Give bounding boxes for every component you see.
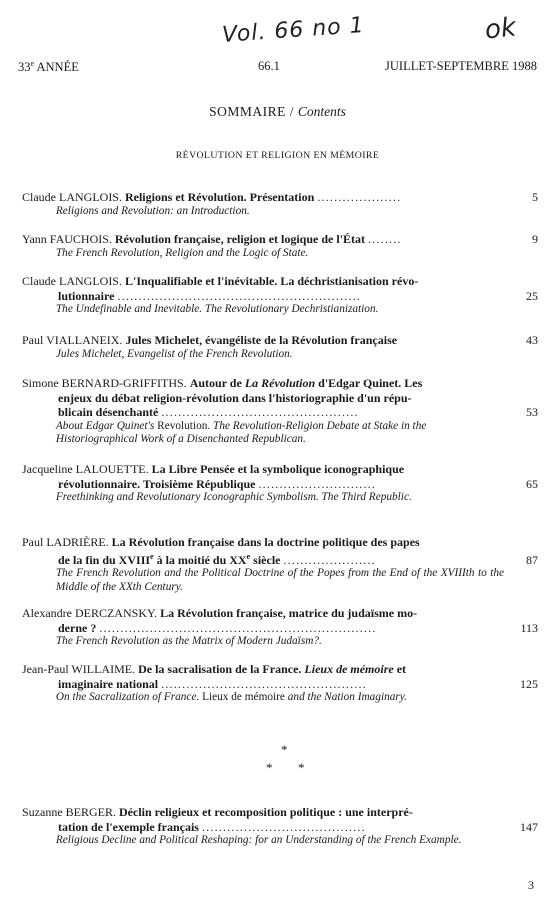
entry-page: 25 xyxy=(526,288,538,303)
entry-translation-upright: Lieux de mémoire xyxy=(202,691,285,704)
entry-translation: The Undefinable and Inevitable. The Revolutionary Dechristianization. xyxy=(55,303,379,316)
toc-entry xyxy=(22,662,538,705)
entry-author: Alexandre DERCZANSKY. xyxy=(22,606,158,620)
title-fr: SOMMAIRE xyxy=(209,104,286,119)
entry-dots: .......................................................... xyxy=(117,288,362,303)
entry-title-cont: d'Edgar Quinet. Les xyxy=(318,376,423,390)
separator-star: * xyxy=(266,760,273,775)
entry-translation: Jules Michelet, Evangelist of the French Revolution. xyxy=(55,347,293,360)
entry-page: 53 xyxy=(526,405,538,420)
entry-title-italic: La Révolution xyxy=(244,376,316,390)
header-date: JUILLET-SEPTEMBRE 1988 xyxy=(385,59,537,73)
entry-title-cont: lutionnaire xyxy=(58,288,115,303)
entry-translation-cont: The Revolution-Religion Debate at Stake in the Historiographical Work of a Disenchanted Republican. xyxy=(55,419,427,446)
entry-title-italic: Lieux de mémoire xyxy=(304,662,394,676)
entry-author: Suzanne BERGER. xyxy=(22,805,116,819)
header-issue: 66.1 xyxy=(258,59,280,73)
entry-author: Jacqueline LALOUETTE. xyxy=(22,462,149,476)
handwritten-volume-note: Vol. 66 no 1 xyxy=(221,13,366,48)
toc-entry xyxy=(22,535,538,594)
entry-page: 65 xyxy=(526,476,538,491)
entry-translation: The French Revolution as the Matrix of Modern Judaïsm?. xyxy=(55,635,322,648)
entry-page: 87 xyxy=(526,552,538,567)
entry-page: 43 xyxy=(526,333,538,347)
entry-title: Révolution française, religion et logique de l'État xyxy=(114,232,366,246)
page-number: 3 xyxy=(528,878,534,892)
issue-theme: RÉVOLUTION ET RELIGION EN MÉMOIRE xyxy=(175,150,380,161)
entry-title-cont: et xyxy=(396,662,407,676)
entry-dots: ...................... xyxy=(283,552,376,567)
separator-star: * xyxy=(281,742,288,757)
entry-title-cont: derne ? xyxy=(58,620,97,635)
entry-page: 147 xyxy=(520,819,538,834)
handwritten-ok-note: ok xyxy=(483,12,518,46)
entry-title-cont: à la moitié du XX xyxy=(153,552,247,567)
entry-title: Autour de xyxy=(189,376,242,390)
century-superscript: e xyxy=(246,551,251,561)
entry-title-cont: blicain désenchanté xyxy=(58,405,159,420)
entry-title: La Révolution française dans la doctrine politique des papes xyxy=(111,535,420,549)
entry-title: L'Inqualifiable et l'inévitable. La déchristianisation révo- xyxy=(124,274,419,288)
entry-title-cont: imaginaire national xyxy=(58,676,159,691)
entry-title: Déclin religieux et recomposition politique : une interpré- xyxy=(119,805,413,819)
entry-dots: ....................................... xyxy=(201,819,366,834)
entry-page: 9 xyxy=(532,232,538,246)
toc-entry xyxy=(22,606,538,649)
entry-dots: ................................................. xyxy=(161,676,367,691)
entry-title: La Révolution française, matrice du judaïsme mo- xyxy=(160,606,418,620)
entry-dots: .................... xyxy=(317,190,402,204)
entry-title: De la sacralisation de la France. xyxy=(138,662,302,676)
entry-author: Claude LANGLOIS. xyxy=(22,190,122,204)
toc-entry xyxy=(22,805,538,848)
toc-entry xyxy=(22,274,538,317)
entry-author: Paul LADRIÈRE. xyxy=(22,535,109,549)
header-year xyxy=(18,59,79,75)
entry-author: Paul VIALLANEIX. xyxy=(22,333,123,347)
toc-entry xyxy=(22,333,538,361)
entry-title: Religions et Révolution. Présentation xyxy=(124,190,315,204)
entry-translation: The French Revolution, Religion and the Logic of State. xyxy=(55,246,309,259)
entry-dots: ........ xyxy=(368,232,402,246)
year-number: 33 xyxy=(18,60,31,75)
entry-author: Yann FAUCHOIS. xyxy=(22,232,112,246)
entry-translation-upright: Revolution. xyxy=(157,419,211,432)
entry-page: 125 xyxy=(520,676,538,691)
entry-author: Jean-Paul WILLAIME. xyxy=(22,662,136,676)
entry-translation: Freethinking and Revolutionary Iconographic Symbolism. The Third Republic. xyxy=(55,491,412,504)
entry-title-cont: siècle xyxy=(250,552,281,567)
entry-author: Claude LANGLOIS. xyxy=(22,274,122,288)
entry-title-cont: enjeux du débat religion-révolution dans l'historiographie d'un répu- xyxy=(58,390,412,405)
entry-page: 113 xyxy=(520,620,538,635)
toc-entry xyxy=(22,232,538,260)
entry-author: Simone BERNARD-GRIFFITHS. xyxy=(22,376,187,390)
entry-title-cont: tation de l'exemple français xyxy=(58,819,199,834)
century-superscript: e xyxy=(150,551,154,561)
entry-translation: Religious Decline and Political Reshaping: for an Understanding of the French Example. xyxy=(55,834,462,847)
separator-star: * xyxy=(298,760,305,775)
entry-translation: About Edgar Quinet's xyxy=(55,419,155,432)
entry-translation: The French Revolution and the Political Doctrine of the Popes from the End of the XVIIIth to the Middle of the XXth Century. xyxy=(55,567,504,593)
entry-title-cont: de la fin du XVIII xyxy=(58,552,151,567)
entry-page: 5 xyxy=(532,190,538,204)
entry-title: Jules Michelet, évangéliste de la Révolution française xyxy=(125,333,398,347)
entry-translation: On the Sacralization of France. xyxy=(55,691,200,704)
entry-dots: ............................ xyxy=(258,476,377,491)
year-word: ANNÉE xyxy=(34,60,79,75)
toc-entry xyxy=(22,376,538,447)
entry-translation: Religions and Revolution: an Introduction. xyxy=(55,204,250,217)
year-superscript: e xyxy=(30,59,35,68)
entry-title: La Libre Pensée et la symbolique iconographique xyxy=(151,462,405,476)
toc-entry xyxy=(22,462,538,505)
title-en: Contents xyxy=(297,104,346,119)
entry-translation-cont: and the Nation Imaginary. xyxy=(287,691,408,704)
entry-dots: ............................................... xyxy=(161,405,359,420)
title-separator: / xyxy=(285,104,298,119)
page-title xyxy=(0,104,555,120)
entry-title-cont: révolutionnaire. Troisième République xyxy=(58,476,256,491)
toc-entry xyxy=(22,190,538,218)
entry-dots: .................................................................. xyxy=(99,620,377,635)
